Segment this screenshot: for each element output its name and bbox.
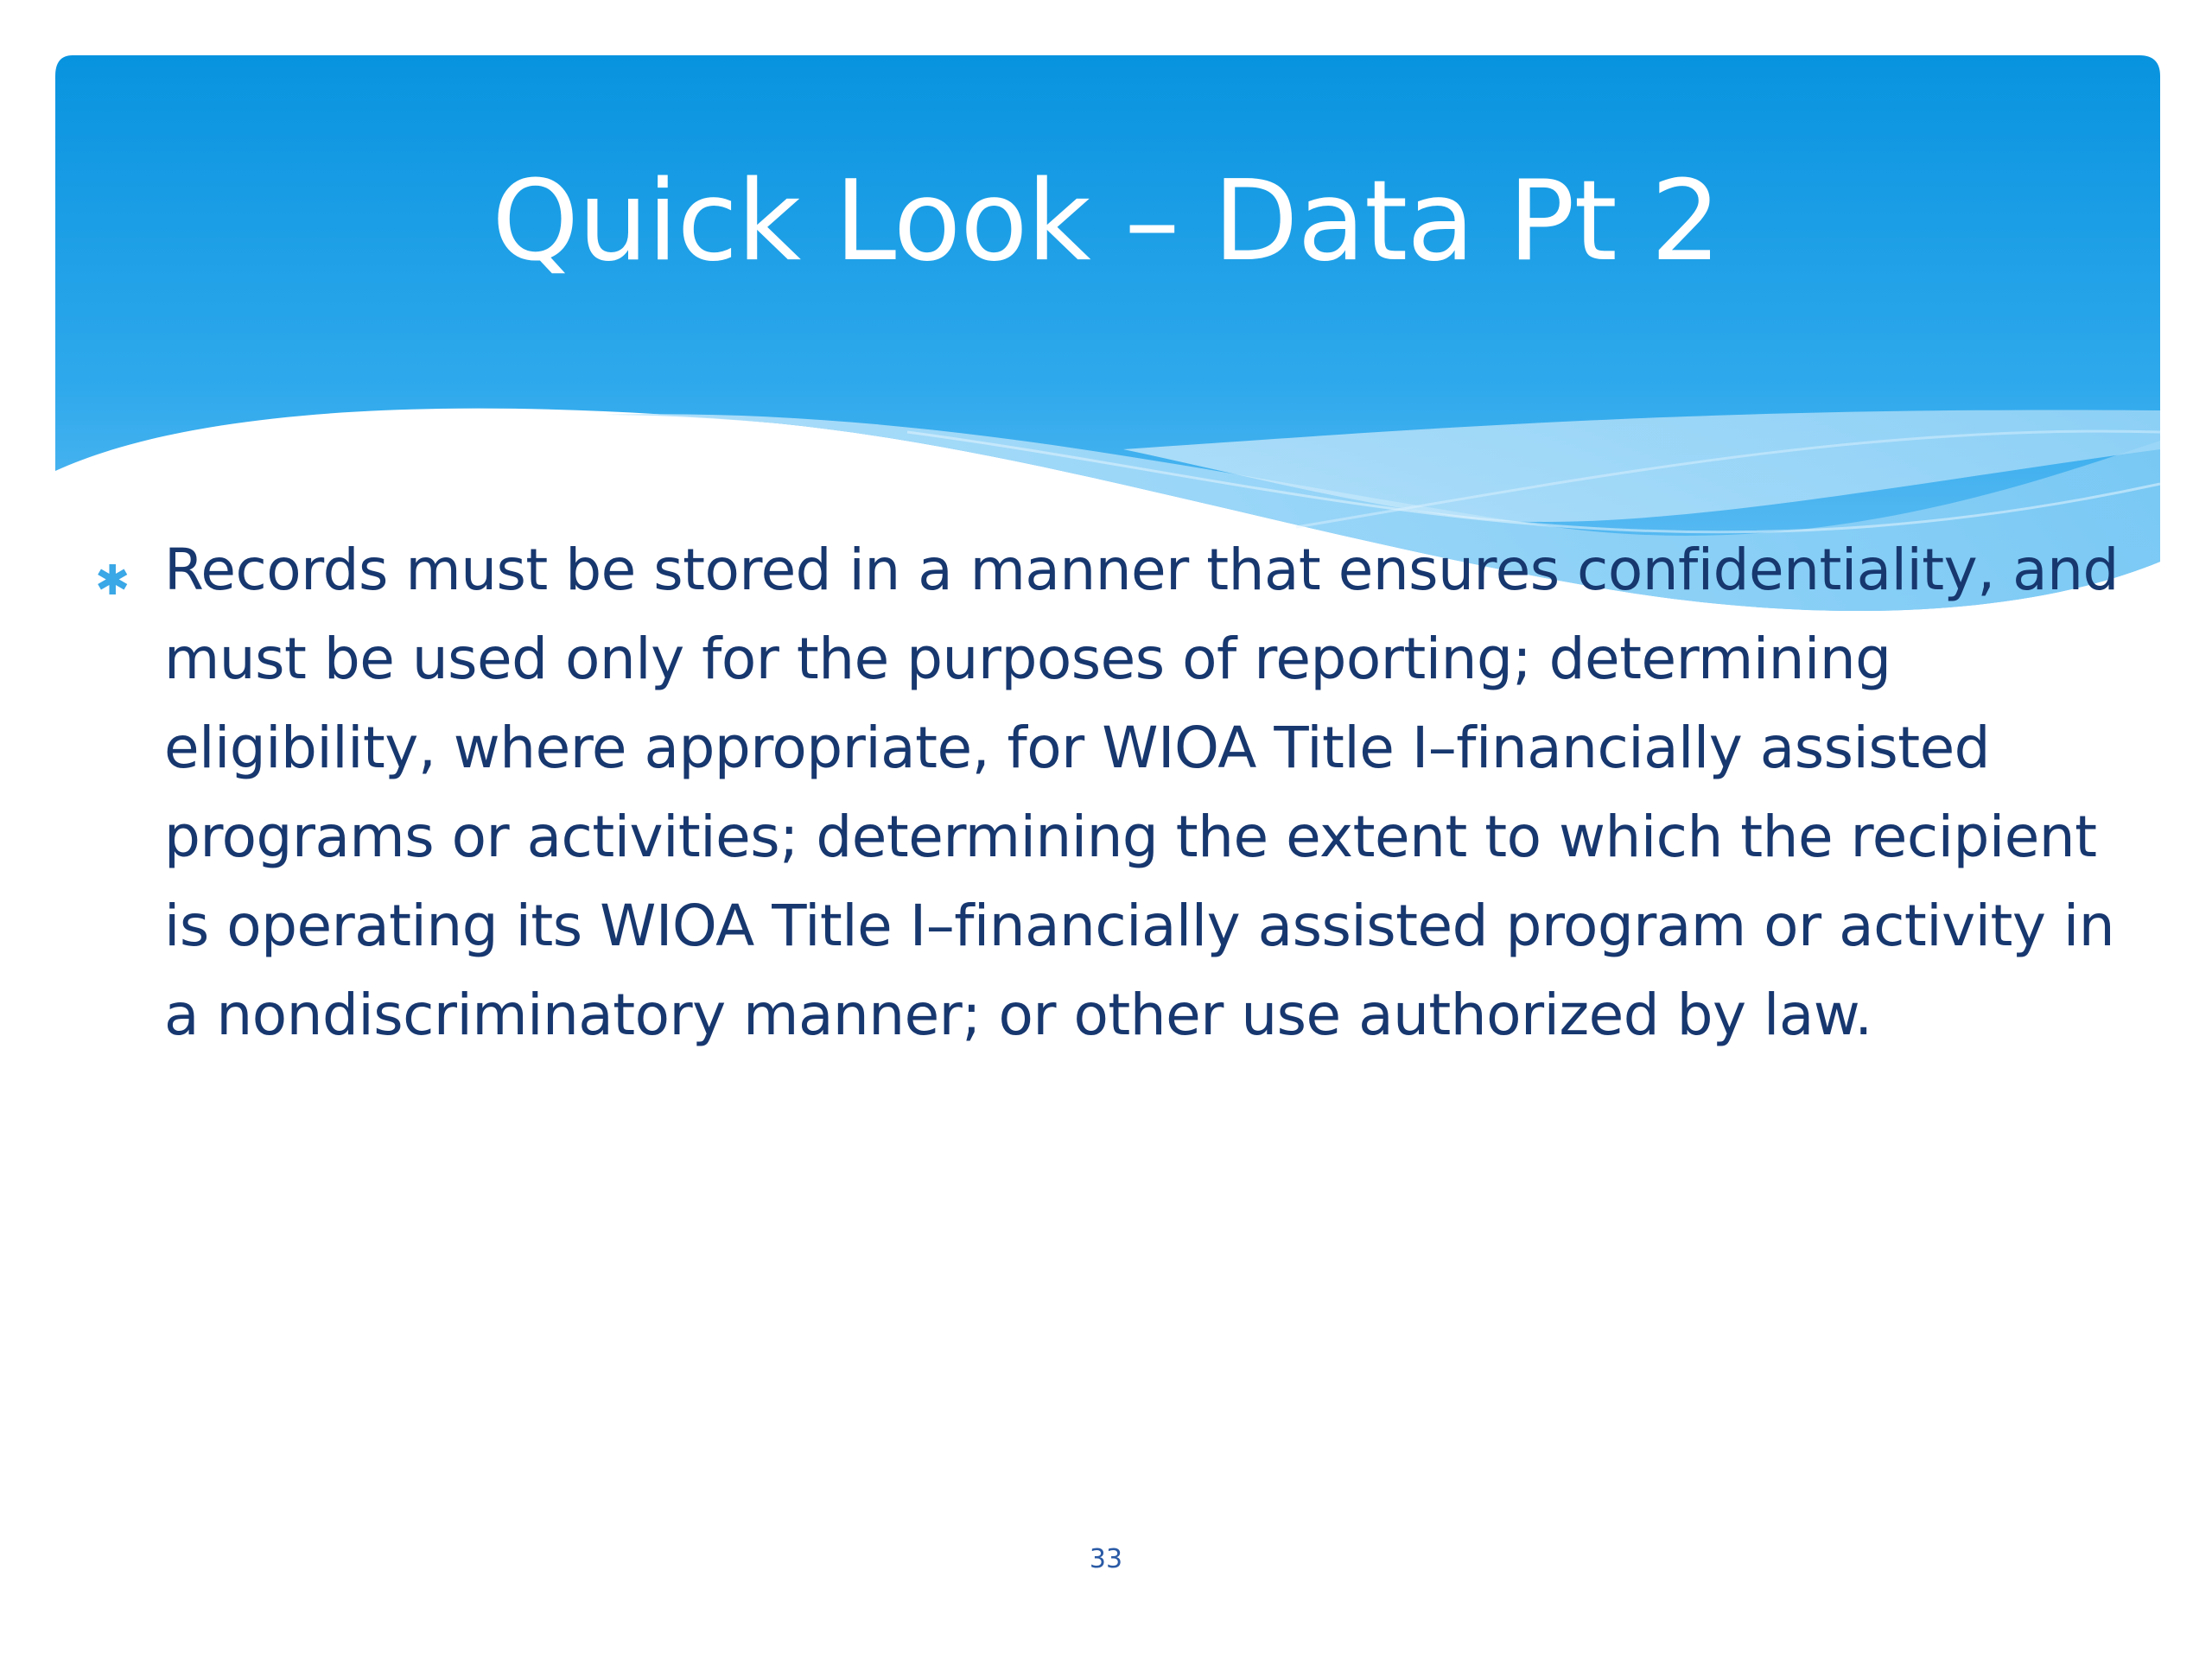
slide-title: Quick Look – Data Pt 2 — [492, 157, 1720, 286]
bullet-item — [93, 525, 2141, 1059]
slide-content — [93, 525, 2141, 1059]
slide-number: 33 — [1089, 1544, 1123, 1574]
bullet-text: Records must be stored in a manner that ensures confidentiality, and must be used only for the purposes of reporting; determining eligibility, where appropriate, for WIOA Title I–financially assisted programs or activities; determining the extent to which the recipient is operating its WIOA Title I–financially assisted program or activity in a nondiscriminatory manner; or other use authorized by law. — [164, 537, 2119, 1048]
asterisk-bullet-icon: ✱ — [95, 556, 130, 605]
